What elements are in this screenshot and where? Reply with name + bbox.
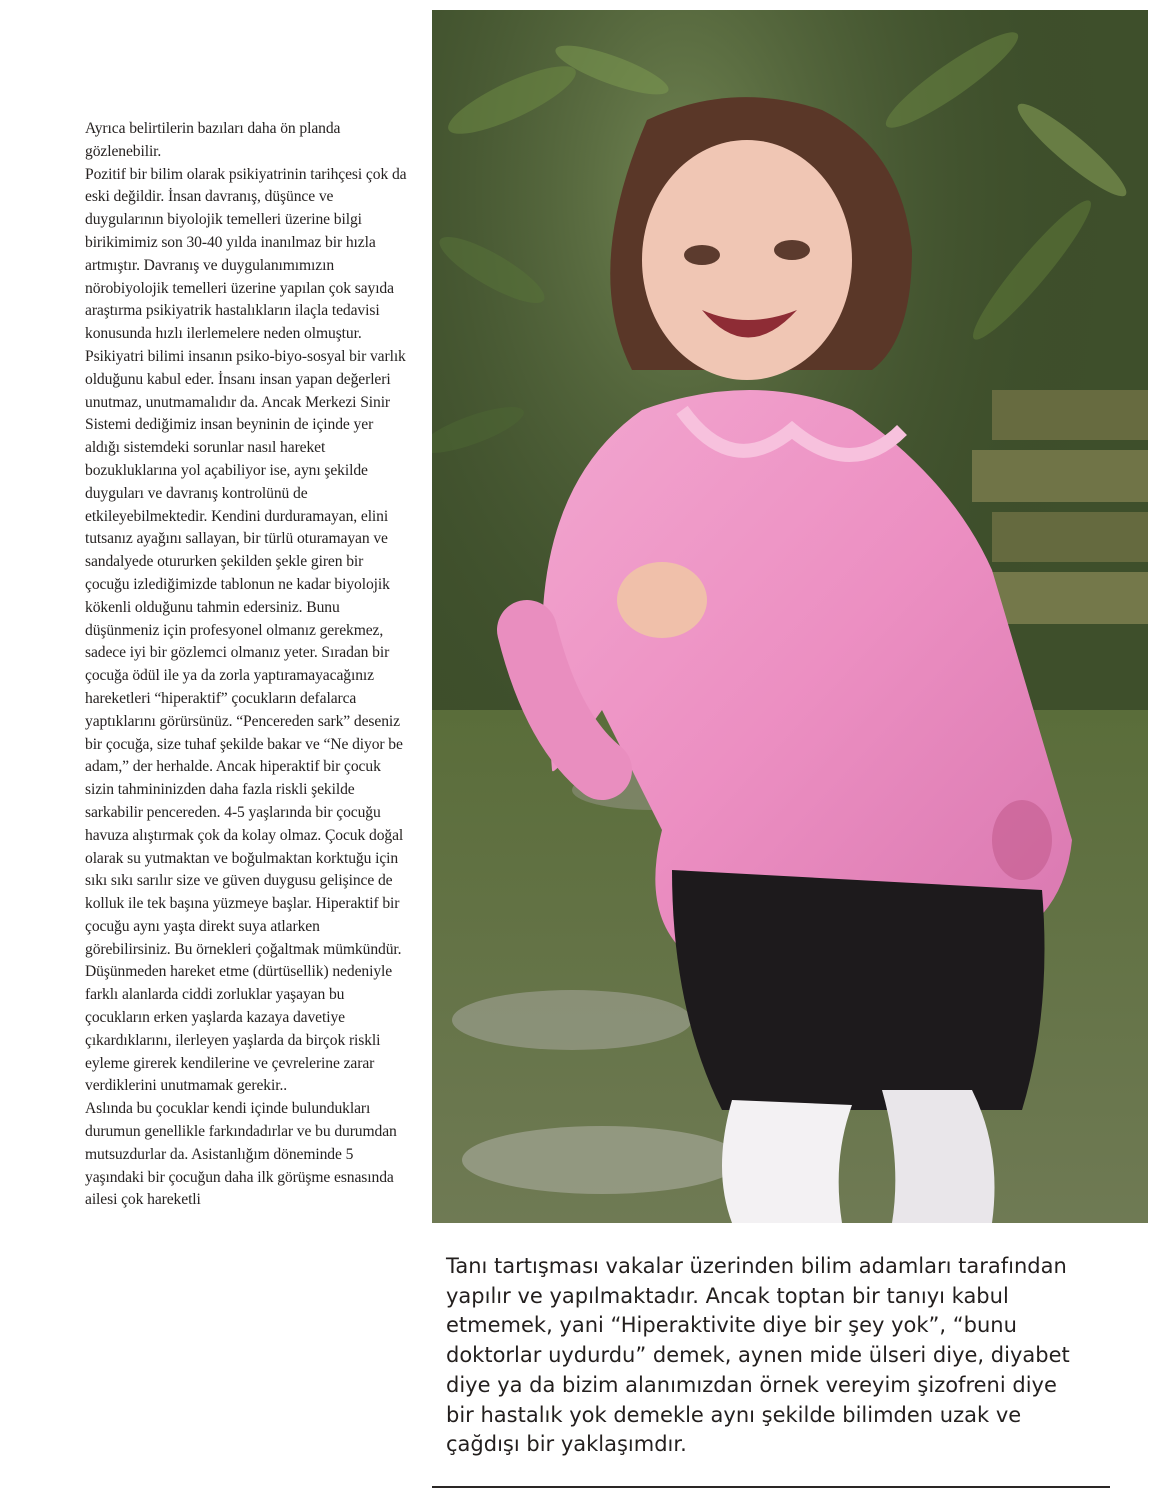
- stepping-stone: [462, 1126, 742, 1194]
- face: [642, 140, 852, 380]
- article-paragraph-closing: Aslında bu çocuklar kendi içinde bulundukları durumun genellikle farkındadırlar ve bu durumdan mutsuzdurlar da. Asistanlığım döneminde 5 yaşındaki bir çocuğun daha ilk görüşme esnasında ailesi çok hareketli: [85, 1100, 397, 1209]
- stepping-stone: [452, 990, 692, 1050]
- eye: [684, 245, 720, 265]
- pull-quote: Tanı tartışması vakalar üzerinden bilim adamları tarafından yapılır ve yapılmaktadır. Ancak toptan bir tanıyı kabul etmemek, yani “Hiperaktivite diye bir şey yok”, “bunu doktorlar uydurdu” demek, aynen mide ülseri diye, diyabet diye ya da bizim alanımızdan örnek vereyim şizofreni diye bir hastalık yok demekle aynı şekilde bilimden uzak ve çağdışı bir yaklaşımdır.: [446, 1254, 1070, 1457]
- white-legging: [882, 1090, 995, 1223]
- article-paragraph-intro: Ayrıca belirtilerin bazıları daha ön planda gözlenebilir.: [85, 120, 341, 160]
- hand: [617, 562, 707, 638]
- caption-divider: [432, 1486, 1110, 1488]
- child-running-photo: [432, 10, 1148, 1223]
- dark-shorts: [672, 870, 1045, 1110]
- white-legging: [722, 1100, 852, 1223]
- photo-illustration: [432, 10, 1148, 1223]
- eye: [774, 240, 810, 260]
- article-paragraph-main: Pozitif bir bilim olarak psikiyatrinin tarihçesi çok da eski değildir. İnsan davranış, düşünce ve duygularının biyolojik temelleri üzerine bilgi birikimimiz son 30-40 yılda inanılmaz bir hızla artmıştır. Davranış ve duygulanımımızın nörobiyolojik temelleri üzerine yapılan çok sayıda araştırma psikiyatrik hastalıkların ilaçla tedavisi konusunda hızlı ilerlemelere neden olmuştur. Psikiyatri bilimi insanın psiko-biyo-sosyal bir varlık olduğunu kabul eder. İnsanı insan yapan değerleri unutmaz, unutmamalıdır da. Ancak Merkezi Sinir Sistemi dediğimiz insan beyninin de içinde yer aldığı sistemdeki sorunlar nasıl hareket bozukluklarına yol açabiliyor ise, aynı şekilde duyguları ve davranış kontrolünü de etkileyebilmektedir. Kendini durduramayan, elini tutsanız ayağını sallayan, bir türlü oturamayan ve sandalyede otururken şekilden şekle giren bir çocuğu izlediğimizde tablonun ne kadar biyolojik kökenli olduğunu tahmin edersiniz. Bunu düşünmeniz için profesyonel olmanız gerekmez, sadece iyi bir gözlemci olmanız yeter. Sıradan bir çocuğa ödül ile ya da zorla yaptıramayacağınız hareketleri “hiperaktif” çocukların defalarca yaptıklarını görürsünüz. “Pencereden sark” deseniz bir çocuğa, size tuhaf şekilde bakar ve “Ne diyor be adam,” der herhalde. Ancak hiperaktif bir çocuk sizin tahmininizden daha fazla riskli şekilde sarkabilir pencereden. 4-5 yaşlarında bir çocuğu havuza alıştırmak çok da kolay olmaz. Çocuk doğal olarak su yutmaktan ve boğulmaktan korktuğu için sıkı sıkı sarılır size ve güven duygusu gelişince de kolluk ile tek başına yüzmeye başlar. Hiperaktif bir çocuğu aynı yaşta direkt suya atlarken görebilirsiniz. Bu örnekleri çoğaltmak mümkündür. Düşünmeden hareket etme (dürtüsellik) nedeniyle farklı alanlarda ciddi zorluklar yaşayan bu çocukların erken yaşlarda kazaya davetiye çıkardıklarını, ilerleyen yaşlarda da birçok riskli eyleme girerek kendilerine ve çevrelerine zarar verdiklerini unutmamak gerekir..: [85, 165, 407, 1095]
- article-body: [85, 118, 407, 1212]
- shirt-print: [992, 800, 1052, 880]
